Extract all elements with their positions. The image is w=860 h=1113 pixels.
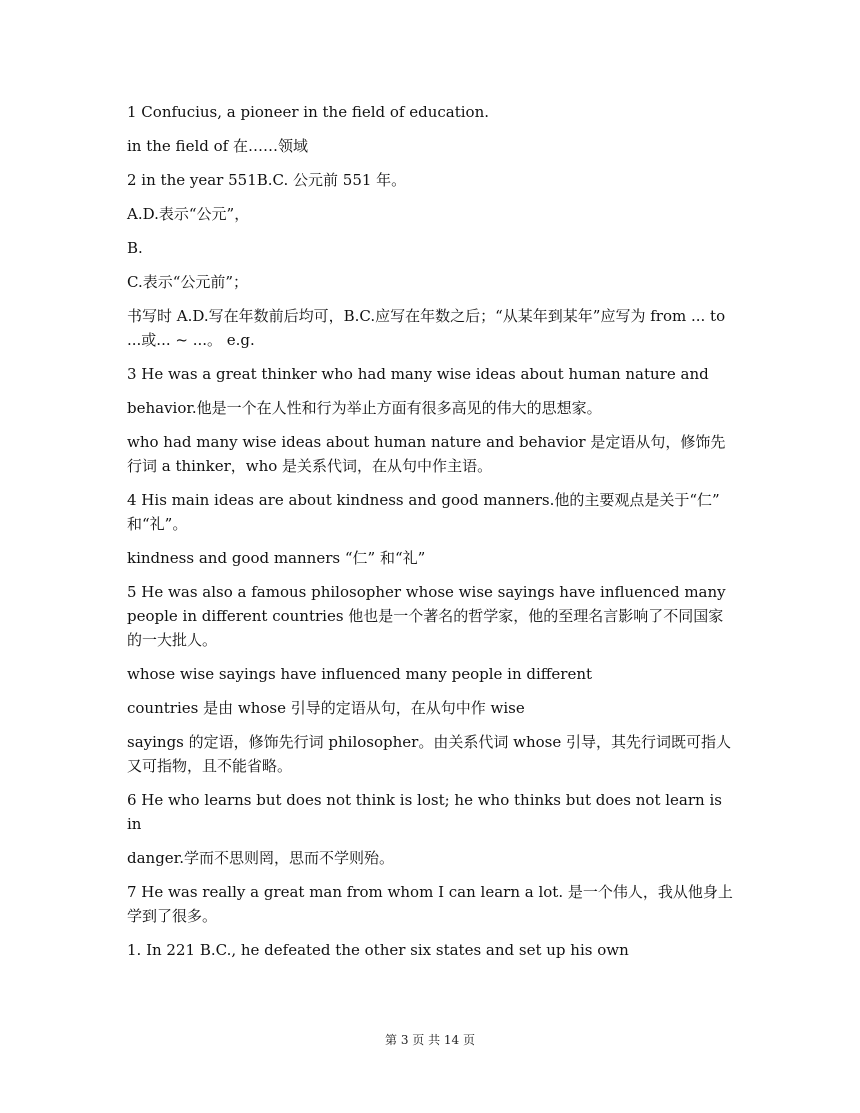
paragraph-19: 7 He was really a great man from whom I can learn a lot. 是一个伟人，我从他身上学到了很多。 xyxy=(127,883,733,925)
paragraph-8: 3 He was a great thinker who had many wise ideas about human nature and xyxy=(127,365,709,383)
paragraph-4: A.D.表示“公元”， xyxy=(127,205,250,223)
paragraph-7: 书写时 A.D.写在年数前后均可，B.C.应写在年数之后；“从某年到某年”应写为 from ... to ...或... ~ ...。 e.g. xyxy=(127,307,726,349)
paragraph-18: danger.学而不思则罔，思而不学则殆。 xyxy=(127,849,394,867)
paragraph-9: behavior.他是一个在人性和行为举止方面有很多高见的伟大的思想家。 xyxy=(127,399,602,417)
paragraph-2: in the field of 在……领域 xyxy=(127,137,308,155)
paragraph-10: who had many wise ideas about human nature and behavior 是定语从句，修饰先行词 a thinker，who 是关系代词，在从句中作主语。 xyxy=(127,433,726,475)
paragraph-11: 4 His main ideas are about kindness and good manners.他的主要观点是关于“仁” 和“礼”。 xyxy=(127,491,720,533)
paragraph-13: 5 He was also a famous philosopher whose wise sayings have influenced many people in different countries 他也是一个著名的哲学家，他的至理名言影响了不同国家的一大批人。 xyxy=(127,583,726,649)
document-body xyxy=(127,100,737,972)
paragraph-5: B. xyxy=(127,239,143,257)
paragraph-17: 6 He who learns but does not think is lost; he who thinks but does not learn is in xyxy=(127,791,722,833)
paragraph-20: 1. In 221 B.C., he defeated the other six states and set up his own xyxy=(127,941,629,959)
paragraph-1: 1 Confucius, a pioneer in the field of education. xyxy=(127,103,490,121)
paragraph-14: whose wise sayings have influenced many people in different xyxy=(127,665,593,683)
paragraph-16: sayings 的定语，修饰先行词 philosopher。由关系代词 whose 引导，其先行词既可指人又可指物，且不能省略。 xyxy=(127,733,731,775)
paragraph-15: countries 是由 whose 引导的定语从句，在从句中作 wise xyxy=(127,699,525,717)
paragraph-6: C.表示“公元前”； xyxy=(127,273,249,291)
paragraph-3: 2 in the year 551B.C. 公元前 551 年。 xyxy=(127,171,407,189)
page-footer: 第 3 页 共 14 页 xyxy=(385,1033,475,1047)
paragraph-12: kindness and good manners “仁” 和“礼” xyxy=(127,549,426,567)
